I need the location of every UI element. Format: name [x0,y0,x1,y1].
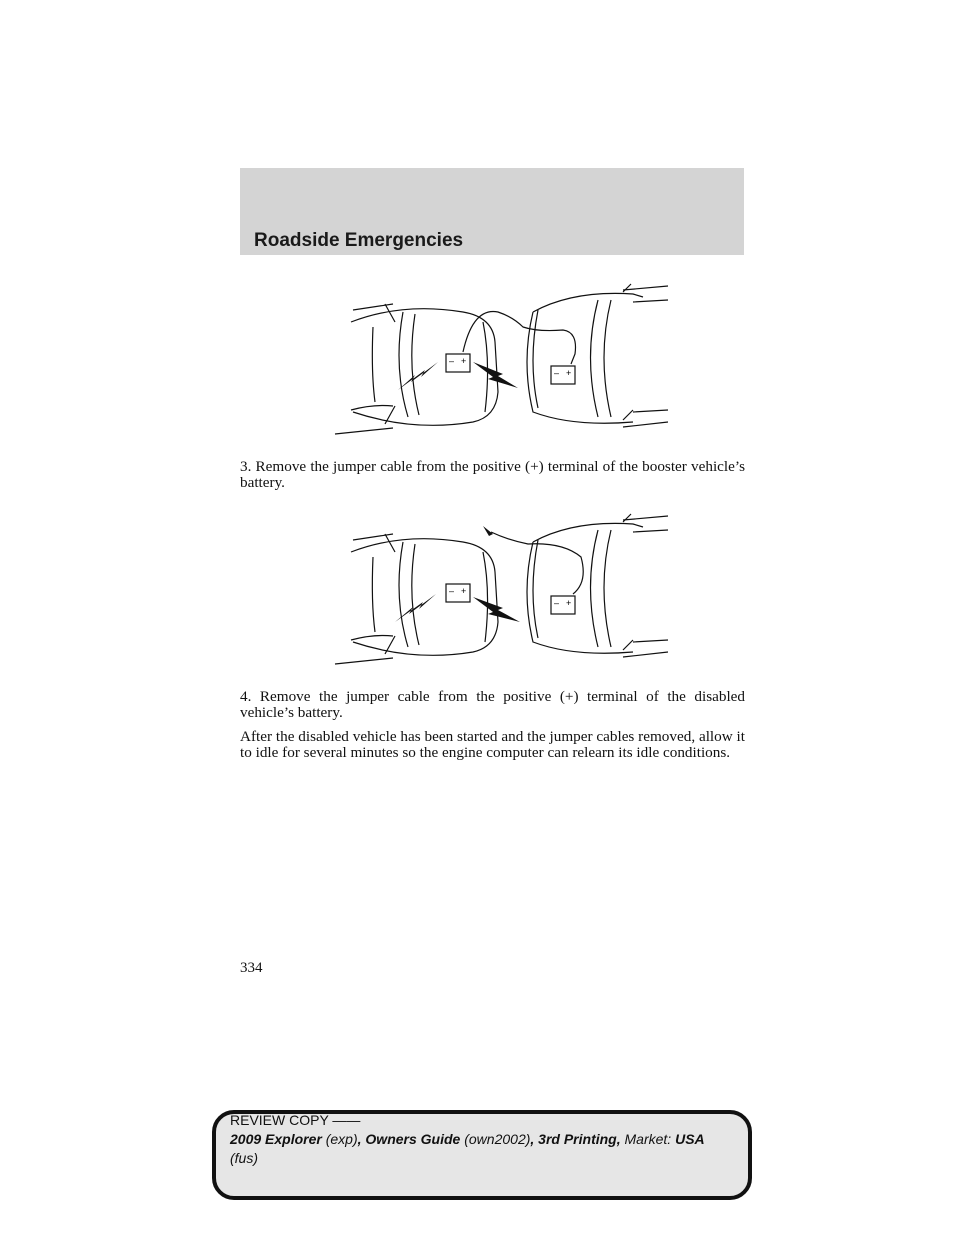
step-3-text: 3. Remove the jumper cable from the positive (+) terminal of the booster vehicle’s battery. [240,458,745,491]
footer-guide: Owners Guide [365,1131,461,1147]
footer-model-code: (exp) [325,1131,358,1147]
footer-market-code: (fus) [230,1150,258,1166]
fig2-battery-right-neg: – [554,598,560,608]
fig2-battery-left-pos: + [461,586,467,596]
fig1-battery-left-pos: + [461,356,467,366]
fig1-spark-right [473,362,518,388]
footer-sep: , [357,1131,362,1147]
fig1-right-car-windshield [591,300,599,417]
fig1-battery-right-neg: – [554,368,560,378]
fig2-cable-clamp [483,526,493,536]
fig1-jumper-cable [463,312,576,365]
fig2-right-car-body [527,523,643,653]
fig1-left-car-windshield [399,312,408,417]
fig1-spark-left [398,362,438,390]
footer-guide-code: (own2002) [464,1131,531,1147]
footer-market: USA [675,1131,705,1147]
fig1-left-car-windshield-inner [412,314,419,415]
fig1-battery-right-pos: + [566,368,572,378]
after-start-text: After the disabled vehicle has been started and the jumper cables removed, allow it to idle for several minutes so the engine computer can relearn its idle conditions. [240,728,745,761]
footer-market-label: Market: [624,1131,672,1147]
footer-review-copy: REVIEW COPY —— [230,1112,361,1128]
fig2-jumper-cable-disconnected [491,532,583,594]
footer-line-2 [230,1130,740,1149]
step-4-text: 4. Remove the jumper cable from the positive (+) terminal of the disabled vehicle’s battery. [240,688,745,721]
fig1-right-car-body [527,293,643,423]
jump-start-figure-1 [333,282,673,442]
footer-text [230,1111,740,1168]
page-number: 334 [240,960,263,976]
jump-start-figure-2 [333,512,673,672]
section-header-band [240,168,744,255]
fig2-battery-left-neg: – [449,586,455,596]
fig1-left-car-hood [372,327,375,402]
fig1-battery-left-neg: – [449,356,455,366]
fig2-battery-right-pos: + [566,598,572,608]
footer-model: 2009 Explorer [230,1131,322,1147]
section-title: Roadside Emergencies [254,230,464,251]
fig1-road-line-bottom-left [335,428,393,434]
footer-printing: , 3rd Printing, [530,1131,621,1147]
